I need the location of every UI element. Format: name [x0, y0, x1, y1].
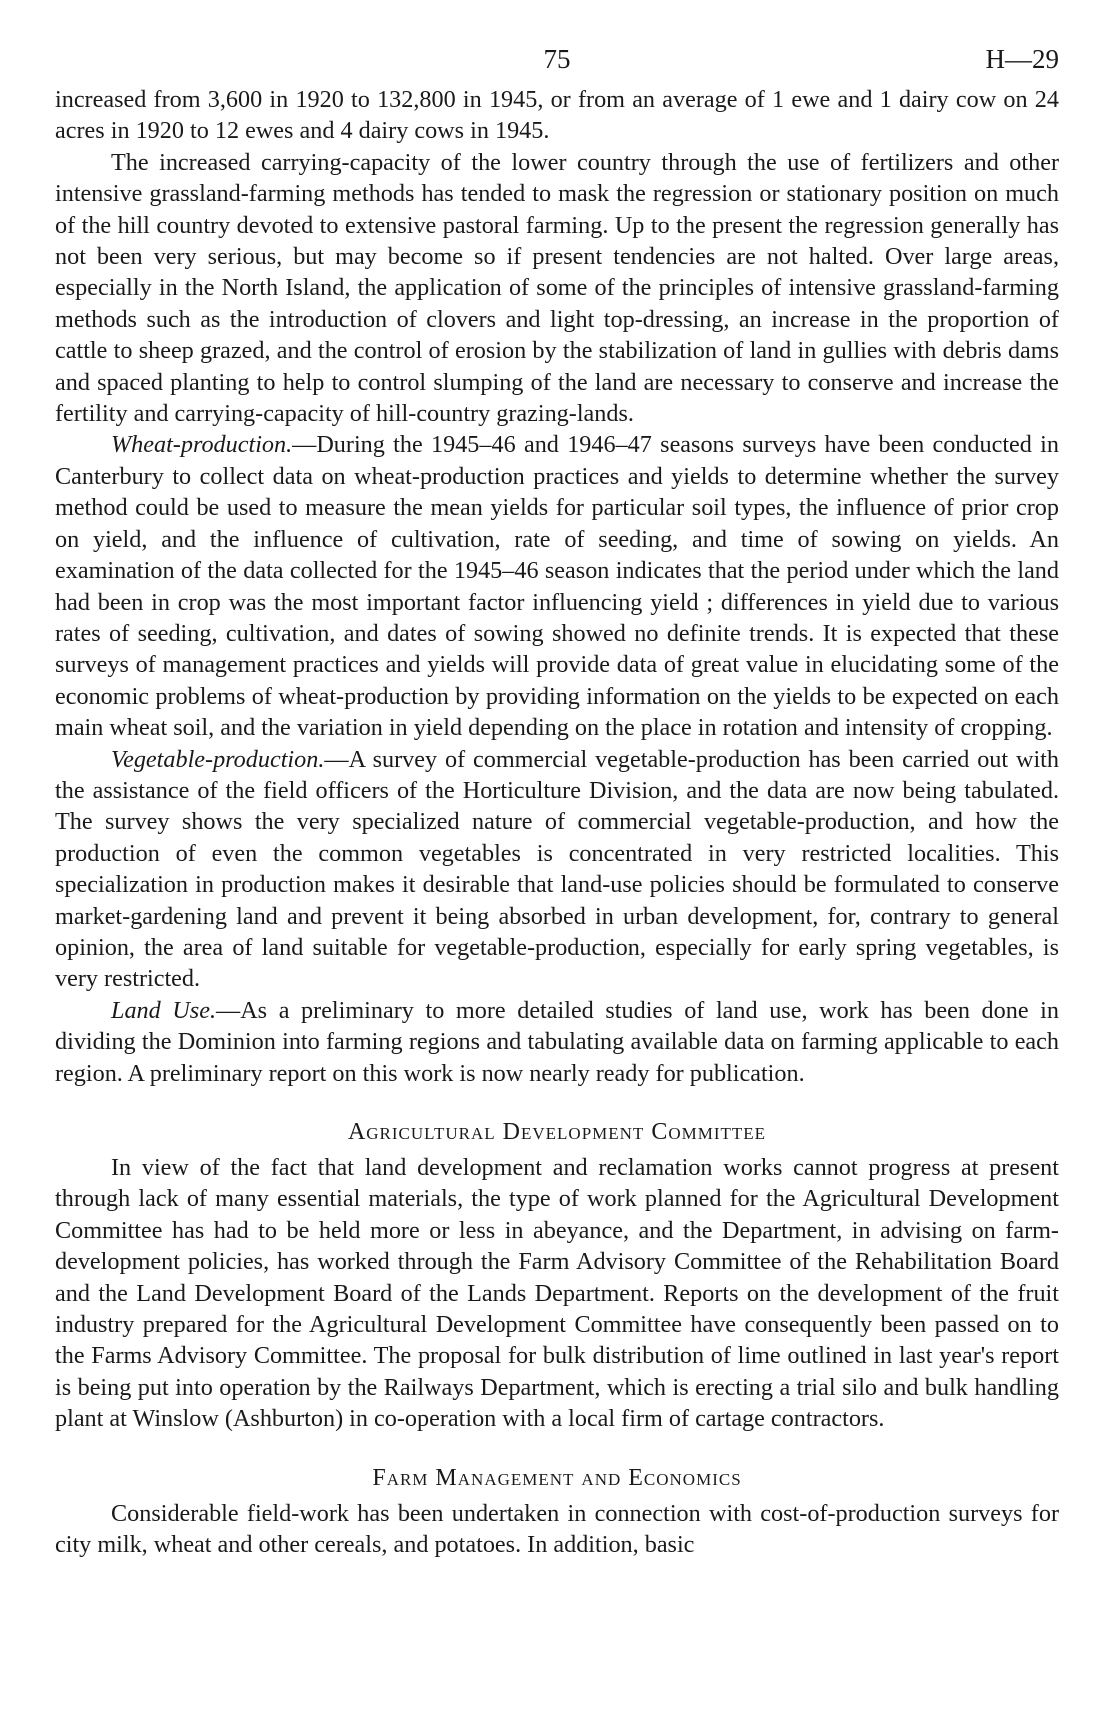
vegetable-production-lead: Vegetable-production. — [111, 745, 325, 773]
section-heading-farm-management: Farm Management and Economics — [372, 1464, 742, 1491]
page-header — [55, 40, 1059, 84]
paragraph-agricultural-development: In view of the fact that land development and reclamation works cannot progress at present through lack of many essential materials, the type of work planned for the Agricultural Development Committee has had to be held more or less in abeyance, and the Department, in advising on farm-development policies, has worked through the Farm Advisory Committee of the Rehabilitation Board and the Land Development Board of the Lands Department. Reports on the development of the fruit industry prepared for the Agricultural Development Committee have consequently been passed on to the Farms Advisory Committee. The proposal for bulk distribution of lime outlined in last year's report is being put into operation by the Railways Department, which is erecting a trial silo and bulk handling plant at Winslow (Ashburton) in co-operation with a local firm of cartage contractors. — [55, 1154, 1059, 1433]
paragraph-carrying-capacity: The increased carrying-capacity of the lower country through the use of fertilizers and other intensive grassland-farming methods has tended to mask the regression or stationary position on much of the hill country devoted to extensive pastoral farming. Up to the present the regression generally has not been very serious, but may become so if present tendencies are not halted. Over large areas, especially in the North Island, the application of some of the principles of intensive grassland-farming methods such as the introduction of clovers and light top-dressing, an increase in the proportion of cattle to sheep grazed, and the control of erosion by the stabilization of land in gullies with debris dams and spaced planting to help to control slumping of the land are necessary to conserve and increase the fertility and carrying-capacity of hill-country grazing-lands. — [55, 148, 1059, 428]
paragraph-land-use — [55, 995, 1059, 1089]
wheat-production-lead: Wheat-production. — [111, 431, 293, 459]
paragraph-continuation: increased from 3,600 in 1920 to 132,800 in 1945, or from an average of 1 ewe and 1 dairy cow on 24 acres in 1920 to 12 ewes and 4 dairy cows in 1945. — [55, 86, 1059, 145]
land-use-body: —As a preliminary to more detailed studies of land use, work has been done in dividing the Dominion into farming regions and tabulating available data on farming applicable to each region. A preliminary report on this work is now nearly ready for publication. — [55, 996, 1059, 1087]
document-code: H—29 — [985, 44, 1059, 74]
page-number: 75 — [543, 44, 571, 74]
paragraph-farm-management: Considerable field-work has been undertaken in connection with cost-of-production surveys for city milk, wheat and other cereals, and potatoes. In addition, basic — [55, 1499, 1059, 1559]
paragraph-wheat-production — [55, 429, 1059, 743]
wheat-production-body: —During the 1945–46 and 1946–47 seasons surveys have been conducted in Canterbury to collect data on wheat-production practices and yields to determine whether the survey method could be used to measure the mean yields for particular soil types, the influence of prior crop on yield, and the influence of cultivation, rate of seeding, and time of sowing on yields. An examination of the data collected for the 1945–46 season indicates that the period under which the land had been in crop was the most important factor influencing yield ; differences in yield due to various rates of seeding, cultivation, and dates of sowing showed no definite trends. It is expected that these surveys of management practices and yields will provide data of great value in elucidating some of the economic problems of wheat-production by providing information on the yields to be expected on each main wheat soil, and the variation in yield depending on the place in rotation and intensity of cropping. — [55, 431, 1059, 742]
paragraph-vegetable-production — [55, 744, 1059, 995]
vegetable-production-body: —A survey of commercial vegetable-production has been carried out with the assistance of the field officers of the Horticulture Division, and the data are now being tabulated. The survey shows the very specialized nature of commercial vegetable-production, and how the production of even the common vegetables is concentrated in very restricted localities. This specialization in production makes it desirable that land-use policies should be formulated to conserve market-gardening land and prevent it being absorbed in urban development, for, contrary to general opinion, the area of land suitable for vegetable-production, especially for early spring vegetables, is very restricted. — [55, 745, 1059, 993]
section-heading-agricultural-development: Agricultural Development Committee — [347, 1119, 767, 1145]
land-use-lead: Land Use. — [111, 996, 217, 1024]
